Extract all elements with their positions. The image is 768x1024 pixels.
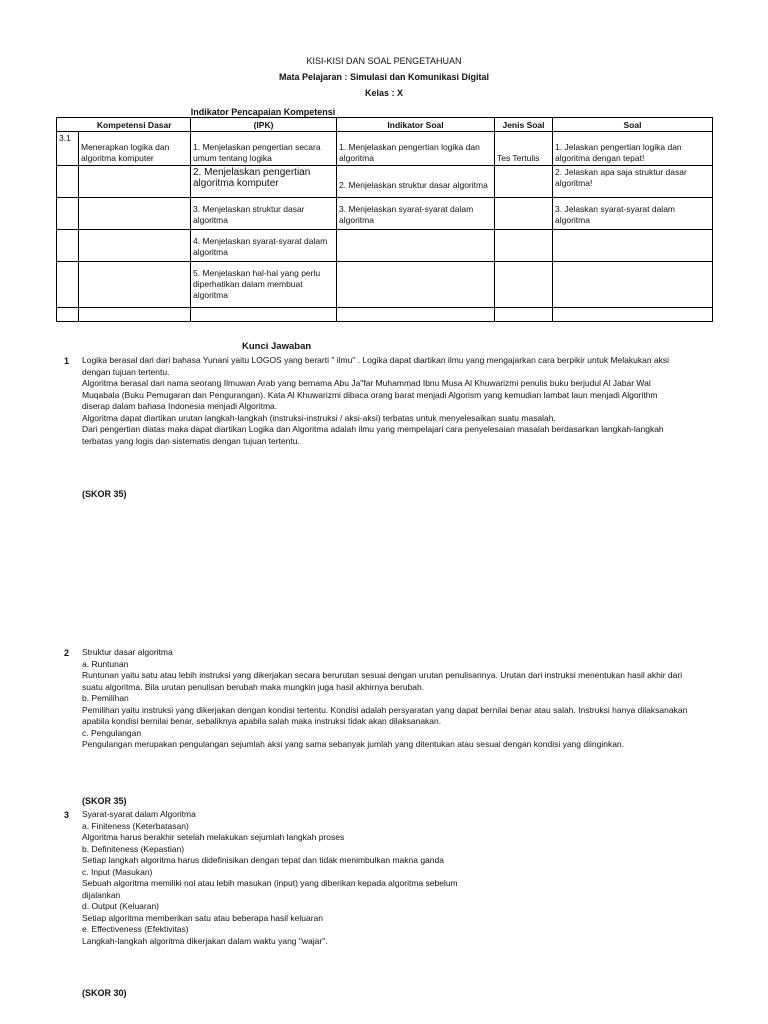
cell-ipk: 1. Menjelaskan pengertian secara umum tentang logika	[191, 132, 337, 166]
header-indikator-soal: Indikator Soal	[337, 118, 495, 132]
answer-line: Algoritma dapat diartikan urutan langkah-langkah (instruksi-instruksi / aksi-aksi) terbatas untuk menyelesaikan suatu masalah.	[82, 412, 556, 423]
header-jenis-soal: Jenis Soal	[495, 118, 553, 132]
cell-no	[57, 166, 79, 198]
table-header-row	[57, 118, 713, 132]
cell-jenis	[495, 308, 553, 322]
cell-indikator: 2. Menjelaskan struktur dasar algoritma	[337, 166, 495, 198]
table-row	[57, 230, 713, 262]
cell-indikator	[337, 308, 495, 322]
table-row	[57, 132, 713, 166]
cell-soal	[553, 230, 713, 262]
cell-soal	[553, 308, 713, 322]
header-kompetensi-dasar: Kompetensi Dasar	[79, 118, 191, 132]
cell-jenis	[495, 262, 553, 308]
cell-ipk	[191, 308, 337, 322]
cell-jenis	[495, 166, 553, 198]
cell-no	[57, 230, 79, 262]
answer-number: 1	[64, 356, 70, 366]
answer-line: a. Finiteness (Keterbatasan)	[82, 820, 189, 831]
skor-2: (SKOR 35)	[82, 796, 127, 806]
answer-line: terbatas yang logis dan sistematis dengan tujuan tertentu.	[82, 435, 300, 446]
cell-ipk: 5. Menjelaskan hal-hal yang perlu diperhatikan dalam membuat algoritma	[191, 262, 337, 308]
answer-line: Langkah-langkah algoritma dikerjakan dalam waktu yang "wajar".	[82, 935, 328, 946]
answer-line: Muqabala (Buku Pemugaran dan Pengurangan). Kata Al Khuwarizmi dibaca orang barat menjadi Algorism yang kemudian lambat laun menjadi Algorithm	[82, 389, 658, 400]
cell-jenis: Tes Tertulis	[495, 132, 553, 166]
cell-no	[57, 308, 79, 322]
answer-3-block	[82, 809, 722, 947]
answer-line: Setiap langkah algoritma harus didefinisikan dengan tepat dan tidak menimbulkan makna ganda	[82, 855, 444, 865]
cell-indikator: 3. Menjelaskan syarat-syarat dalam algoritma	[337, 198, 495, 230]
answer-line: dengan tujuan tertentu.	[82, 366, 170, 377]
doc-title: KISI-KISI DAN SOAL PENGETAHUAN	[306, 56, 462, 66]
answer-line: Pemilihan yaitu instruksi yang dikerjakan dengan kondisi tertentu. Kondisi adalah persyaratan yang dapat bernilai benar atau salah. Instruksi hanya dilaksanakan	[82, 704, 688, 715]
cell-soal: 3. Jelaskan syarat-syarat dalam algoritma	[553, 198, 713, 230]
answer-line: b. Pemilihan	[82, 693, 129, 703]
answer-line: Sebuah algoritma memiliki nol atau lebih masukan (input) yang diberikan kepada algoritma sebelum	[82, 878, 458, 888]
table-row	[57, 262, 713, 308]
answer-2-block	[82, 647, 722, 751]
class-line: Kelas : X	[364, 88, 404, 98]
cell-kd	[79, 230, 191, 262]
cell-no	[57, 198, 79, 230]
skor-1: (SKOR 35)	[82, 489, 127, 499]
answer-line: b. Definiteness (Kepastian)	[82, 843, 185, 854]
answer-line: diserap dalam bahasa Indonesia menjadi Algoritma.	[82, 401, 278, 411]
cell-ipk: 3. Menjelaskan struktur dasar algoritma	[191, 198, 337, 230]
cell-indikator	[337, 230, 495, 262]
skor-3: (SKOR 30)	[82, 988, 127, 998]
kunci-jawaban-title: Kunci Jawaban	[242, 341, 312, 352]
subject-line: Mata Pelajaran : Simulasi dan Komunikasi Digital	[278, 72, 490, 82]
answer-line: apabila kondisi bernilai benar, sebaliknya apabila salah maka instruksi tidak akan dilaksanakan.	[82, 716, 442, 726]
header-ipk: (IPK)	[191, 118, 337, 132]
answer-line: c. Input (Masukan)	[82, 866, 153, 877]
cell-soal: 2. Jelaskan apa saja struktur dasar algoritma!	[553, 166, 713, 198]
answer-line: Runtunan yaitu satu atau lebih instruksi yang dikerjakan secara berurutan sesuai dengan urutan penulisannya. Urutan dari instruksi menentukan hasil akhir dari	[82, 670, 683, 680]
answer-number: 2	[64, 648, 70, 658]
answer-1-block	[82, 355, 722, 447]
ipk-header-top: Indikator Pencapaian Kompetensi	[190, 107, 336, 117]
cell-kd	[79, 262, 191, 308]
answer-line: Syarat-syarat dalam Algoritma	[82, 809, 196, 819]
answer-line: e. Effectiveness (Efektivitas)	[82, 924, 189, 934]
answer-line: Algoritma berasal dari nama seorang Ilmuwan Arab yang bernama Abu Ja"far Muhammad Ibnu Musa Al Khuwarizmi penulis buku berjudul Al Jabar Wal	[82, 378, 651, 388]
answer-line: Pengulangan merupakan pengulangan sejumlah aksi yang sama sebanyak jumlah yang ditentukan atau sesuai dengan kondisi yang diinginkan.	[82, 739, 625, 749]
cell-jenis	[495, 198, 553, 230]
cell-no	[57, 262, 79, 308]
cell-indikator: 1. Menjelaskan pengertian logika dan algoritma	[337, 132, 495, 166]
answer-line: c. Pengulangan	[82, 727, 142, 738]
cell-soal	[553, 262, 713, 308]
table-row	[57, 308, 713, 322]
table-row	[57, 166, 713, 198]
cell-kd: Menerapkan logika dan algoritma komputer	[79, 132, 191, 166]
table-row	[57, 198, 713, 230]
answer-line: Logika berasal dari dari bahasa Yunani yaitu LOGOS yang berarti " ilmu" . Logika dapat diartikan ilmu yang mengajarkan cara berpikir untuk Melakukan aksi	[82, 355, 670, 365]
cell-kd	[79, 308, 191, 322]
cell-no: 3.1	[57, 132, 79, 166]
cell-ipk: 2. Menjelaskan pengertian algoritma komputer	[191, 166, 337, 198]
cell-indikator	[337, 262, 495, 308]
answer-number: 3	[64, 810, 70, 820]
answer-line: a. Runtunan	[82, 658, 129, 669]
answer-line: Dari pengertian diatas maka dapat diartikan Logika dan Algoritma adalah ilmu yang mempelajari cara penyelesaian masalah berdasarkan langkah-langkah	[82, 424, 664, 434]
cell-jenis	[495, 230, 553, 262]
cell-soal: 1. Jelaskan pengertian logika dan algoritma dengan tepat!	[553, 132, 713, 166]
cell-kd	[79, 198, 191, 230]
kisi-kisi-table	[56, 117, 713, 322]
answer-line: suatu algoritma. Bila urutan penulisan berubah maka mungkin juga hasil akhirnya berubah.	[82, 681, 425, 692]
answer-line: d. Output (Keluaran)	[82, 901, 160, 911]
cell-ipk: 4. Menjelaskan syarat-syarat dalam algoritma	[191, 230, 337, 262]
cell-kd	[79, 166, 191, 198]
answer-line: Struktur dasar algoritma	[82, 647, 173, 657]
header-soal: Soal	[553, 118, 713, 132]
answer-line: dijalankan	[82, 889, 121, 900]
answer-line: Algoritma harus berakhir setelah melakukan sejumlah langkah proses	[82, 832, 345, 842]
answer-line: Setiap algoritma memberikan satu atau beberapa hasil keluaran	[82, 912, 323, 923]
